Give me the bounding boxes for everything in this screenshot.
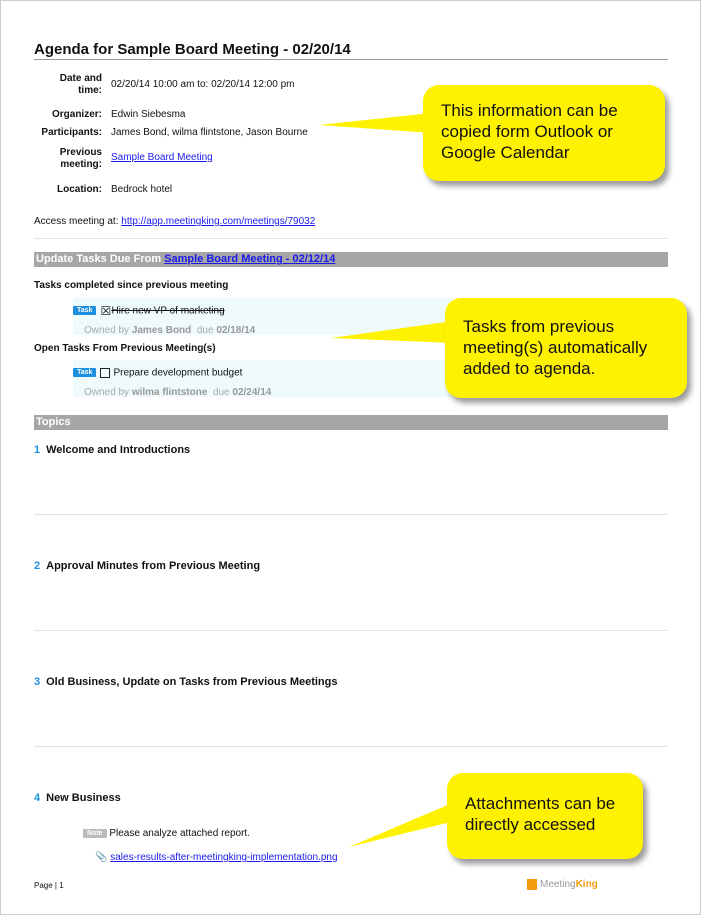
update-tasks-header: Update Tasks Due From Sample Board Meeting - 02/12/14 (34, 252, 668, 267)
task-tag: Task (73, 306, 96, 315)
task-title: Prepare development budget (113, 367, 243, 379)
task-tag: Task (73, 368, 96, 377)
callout-calendar: This information can be copied form Outlook or Google Calendar (423, 85, 665, 181)
note-tag: Note (83, 829, 107, 838)
topic-item: 2 Approval Minutes from Previous Meeting (34, 560, 261, 572)
participants-label: Participants: (41, 127, 102, 138)
page-title: Agenda for Sample Board Meeting - 02/20/14 (34, 41, 351, 58)
page-number: Page | 1 (34, 881, 64, 890)
organizer-value: Edwin Siebesma (111, 109, 186, 120)
topic-item: 4 New Business (34, 792, 121, 804)
previous-label: Previous meeting: (59, 147, 102, 170)
access-line: Access meeting at: http://app.meetingking.com/meetings/79032 (34, 216, 316, 227)
topic-item: 3 Old Business, Update on Tasks from Previous Meetings (34, 676, 338, 688)
callout-tasks: Tasks from previous meeting(s) automatically added to agenda. (445, 298, 687, 398)
date-label: Date and time: (59, 73, 102, 96)
callout-tail (331, 321, 453, 343)
update-meeting-link[interactable]: Sample Board Meeting - 02/12/14 (164, 253, 336, 265)
task-checkbox-checked[interactable]: ☒ (100, 303, 112, 318)
organizer-label: Organizer: (51, 109, 102, 120)
paperclip-icon: 📎 (95, 852, 108, 863)
task-meta: Owned by wilma flintstone due 02/24/14 (84, 387, 272, 398)
completed-heading: Tasks completed since previous meeting (34, 280, 229, 291)
participants-value: James Bond, wilma flintstone, Jason Bourne (111, 127, 308, 138)
callout-attachments: Attachments can be directly accessed (447, 773, 643, 859)
access-url-link[interactable]: http://app.meetingking.com/meetings/79032 (121, 216, 316, 227)
previous-meeting-link[interactable]: Sample Board Meeting (111, 152, 213, 163)
open-heading: Open Tasks From Previous Meeting(s) (34, 343, 216, 354)
location-value: Bedrock hotel (111, 184, 173, 195)
topics-header: Topics (34, 415, 668, 430)
brand-logo: MeetingKing (527, 879, 598, 890)
note: Note Please analyze attached report. (83, 828, 250, 839)
location-label: Location: (57, 184, 102, 195)
task-meta: Owned by James Bond due 02/18/14 (84, 325, 256, 336)
attachment-link[interactable]: sales-results-after-meetingking-implementation.png (110, 852, 338, 863)
task-title: Hire new VP of marketing (111, 305, 225, 317)
callout-tail (319, 113, 431, 133)
callout-tail (349, 801, 463, 847)
topic-item: 1 Welcome and Introductions (34, 444, 191, 456)
date-value: 02/20/14 10:00 am to: 02/20/14 12:00 pm (111, 79, 295, 90)
